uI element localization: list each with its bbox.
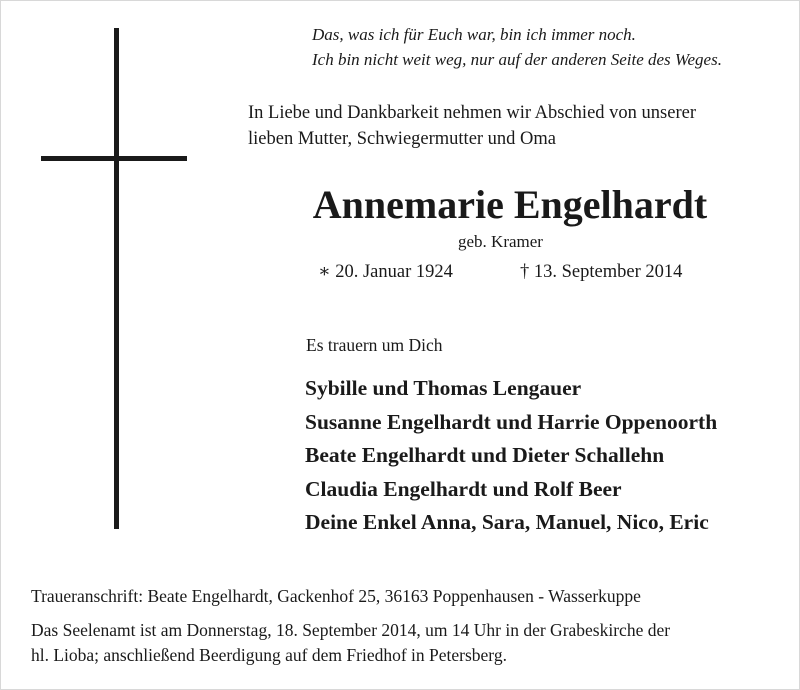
service-line-1: Das Seelenamt ist am Donnerstag, 18. September 2014, um 14 Uhr in der Grabeskirche der — [31, 620, 671, 640]
intro-text — [248, 100, 696, 152]
quote-line-1: Das, was ich für Euch war, bin ich immer noch. — [312, 25, 636, 44]
mourners-list — [305, 372, 717, 540]
mourner-name: Susanne Engelhardt und Harrie Oppenoorth — [305, 409, 718, 434]
service-info — [31, 618, 670, 668]
birth-name: geb. Kramer — [458, 232, 543, 251]
death-date: † 13. September 2014 — [520, 262, 683, 282]
birth-date: ∗ 20. Januar 1924 — [318, 262, 453, 282]
mourner-name: Claudia Engelhardt und Rolf Beer — [305, 476, 622, 501]
quote — [312, 22, 722, 72]
mourning-address: Traueranschrift: Beate Engelhardt, Gackenhof 25, 36163 Poppenhausen - Wasserkuppe — [31, 586, 641, 606]
cross-horizontal-beam — [41, 156, 187, 161]
mourners-heading: Es trauern um Dich — [306, 335, 443, 355]
mourner-name: Beate Engelhardt und Dieter Schallehn — [305, 443, 665, 467]
service-line-2: hl. Lioba; anschließend Beerdigung auf dem Friedhof in Petersberg. — [31, 645, 507, 665]
quote-line-2: Ich bin nicht weit weg, nur auf der anderen Seite des Weges. — [312, 50, 722, 69]
deceased-name: Annemarie Engelhardt — [312, 182, 708, 227]
cross-vertical-beam — [114, 28, 119, 529]
intro-line-1: In Liebe und Dankbarkeit nehmen wir Abschied von unserer — [248, 103, 696, 123]
mourner-name: Sybille und Thomas Lengauer — [305, 376, 582, 400]
intro-line-2: lieben Mutter, Schwiegermutter und Oma — [248, 129, 557, 149]
mourner-name: Deine Enkel Anna, Sara, Manuel, Nico, Eric — [305, 510, 709, 534]
